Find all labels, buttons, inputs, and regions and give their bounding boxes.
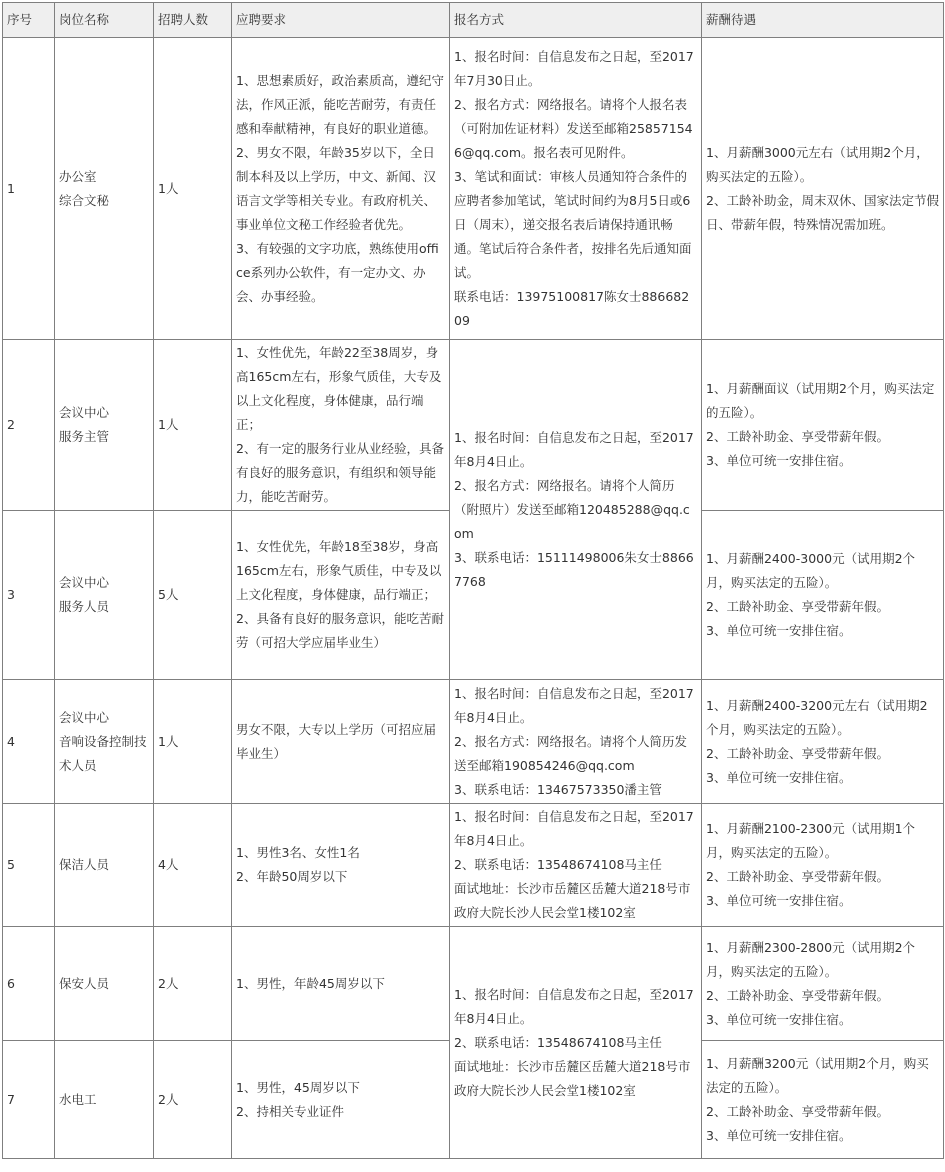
row-count: 1人 — [154, 38, 232, 340]
row-salary: 1、月薪酬2300-2800元（试用期2个月，购买法定的五险）。 2、工龄补助金、享受带薪年假。 3、单位可统一安排住宿。 — [702, 927, 944, 1041]
header-count: 招聘人数 — [154, 3, 232, 38]
row-apply: 1、报名时间：自信息发布之日起，至2017年8月4日止。 2、联系电话：13548674108马主任 面试地址：长沙市岳麓区岳麓大道218号市政府大院长沙人民会堂1楼102室 — [450, 804, 702, 927]
row-no: 6 — [3, 927, 55, 1041]
table-row — [3, 804, 944, 927]
table-row — [3, 927, 944, 1041]
row-position: 水电工 — [55, 1041, 154, 1159]
header-no: 序号 — [3, 3, 55, 38]
row-salary: 1、月薪酬2400-3000元（试用期2个月，购买法定的五险）。 2、工龄补助金、享受带薪年假。 3、单位可统一安排住宿。 — [702, 511, 944, 680]
row-no: 5 — [3, 804, 55, 927]
row-apply: 1、报名时间：自信息发布之日起，至2017年8月4日止。 2、报名方式：网络报名。请将个人简历发送至邮箱190854246@qq.com 3、联系电话：13467573350潘主管 — [450, 680, 702, 804]
row-requirements: 男女不限，大专以上学历（可招应届毕业生） — [232, 680, 450, 804]
header-salary: 薪酬待遇 — [702, 3, 944, 38]
row-position: 会议中心 音响设备控制技术人员 — [55, 680, 154, 804]
row-salary: 1、月薪酬2100-2300元（试用期1个月，购买法定的五险）。 2、工龄补助金、享受带薪年假。 3、单位可统一安排住宿。 — [702, 804, 944, 927]
row-requirements: 1、男性3名、女性1名 2、年龄50周岁以下 — [232, 804, 450, 927]
row-position: 会议中心 服务人员 — [55, 511, 154, 680]
row-position: 办公室 综合文秘 — [55, 38, 154, 340]
row-no: 4 — [3, 680, 55, 804]
recruitment-table — [2, 2, 944, 1159]
row-salary: 1、月薪酬3000元左右（试用期2个月，购买法定的五险）。 2、工龄补助金，周末双休、国家法定节假日、带薪年假，特殊情况需加班。 — [702, 38, 944, 340]
row-count: 2人 — [154, 1041, 232, 1159]
table-row — [3, 680, 944, 804]
row-salary: 1、月薪酬2400-3200元左右（试用期2个月，购买法定的五险）。 2、工龄补助金、享受带薪年假。 3、单位可统一安排住宿。 — [702, 680, 944, 804]
row-requirements: 1、女性优先，年龄18至38岁，身高165cm左右，形象气质佳，中专及以上文化程度，身体健康，品行端正； 2、具备有良好的服务意识，能吃苦耐劳（可招大学应届毕业生） — [232, 511, 450, 680]
row-no: 3 — [3, 511, 55, 680]
row-count: 1人 — [154, 680, 232, 804]
row-requirements: 1、女性优先，年龄22至38周岁，身高165cm左右，形象气质佳，大专及以上文化程度，身体健康，品行端正； 2、有一定的服务行业从业经验，具备有良好的服务意识，有组织和领导能力，能吃苦耐劳。 — [232, 340, 450, 511]
row-no: 1 — [3, 38, 55, 340]
row-position: 保安人员 — [55, 927, 154, 1041]
row-count: 2人 — [154, 927, 232, 1041]
row-apply: 1、报名时间：自信息发布之日起，至2017年8月4日止。 2、报名方式：网络报名。请将个人简历（附照片）发送至邮箱120485288@qq.com 3、联系电话：15111498006朱女士88667768 — [450, 340, 702, 680]
row-requirements: 1、男性，45周岁以下 2、持相关专业证件 — [232, 1041, 450, 1159]
row-no: 7 — [3, 1041, 55, 1159]
header-position: 岗位名称 — [55, 3, 154, 38]
row-count: 4人 — [154, 804, 232, 927]
row-position: 保洁人员 — [55, 804, 154, 927]
row-salary: 1、月薪酬3200元（试用期2个月，购买法定的五险）。 2、工龄补助金、享受带薪年假。 3、单位可统一安排住宿。 — [702, 1041, 944, 1159]
row-apply: 1、报名时间：自信息发布之日起，至2017年8月4日止。 2、联系电话：13548674108马主任 面试地址：长沙市岳麓区岳麓大道218号市政府大院长沙人民会堂1楼102室 — [450, 927, 702, 1159]
row-no: 2 — [3, 340, 55, 511]
row-count: 5人 — [154, 511, 232, 680]
table-row — [3, 38, 944, 340]
header-requirements: 应聘要求 — [232, 3, 450, 38]
header-row — [3, 3, 944, 38]
row-position: 会议中心 服务主管 — [55, 340, 154, 511]
row-count: 1人 — [154, 340, 232, 511]
header-apply: 报名方式 — [450, 3, 702, 38]
row-requirements: 1、思想素质好，政治素质高，遵纪守法，作风正派，能吃苦耐劳，有责任感和奉献精神，有良好的职业道德。 2、男女不限，年龄35岁以下，全日制本科及以上学历，中文、新闻、汉语言文学等相关专业。有政府机关、事业单位文秘工作经验者优先。 3、有较强的文字功底，熟练使用office系列办公软件，有一定办文、办会、办事经验。 — [232, 38, 450, 340]
row-salary: 1、月薪酬面议（试用期2个月，购买法定的五险）。 2、工龄补助金、享受带薪年假。 3、单位可统一安排住宿。 — [702, 340, 944, 511]
row-requirements: 1、男性，年龄45周岁以下 — [232, 927, 450, 1041]
row-apply: 1、报名时间：自信息发布之日起，至2017年7月30日止。 2、报名方式：网络报名。请将个人报名表（可附加佐证材料）发送至邮箱258571546@qq.com。报名表可见附件。 3、笔试和面试：审核人员通知符合条件的应聘者参加笔试，笔试时间约为8月5日或6日（周末），递交报名表后请保持通讯畅通。笔试后符合条件者，按排名先后通知面试。 联系电话：13975100817陈女士88668209 — [450, 38, 702, 340]
table-row — [3, 340, 944, 511]
